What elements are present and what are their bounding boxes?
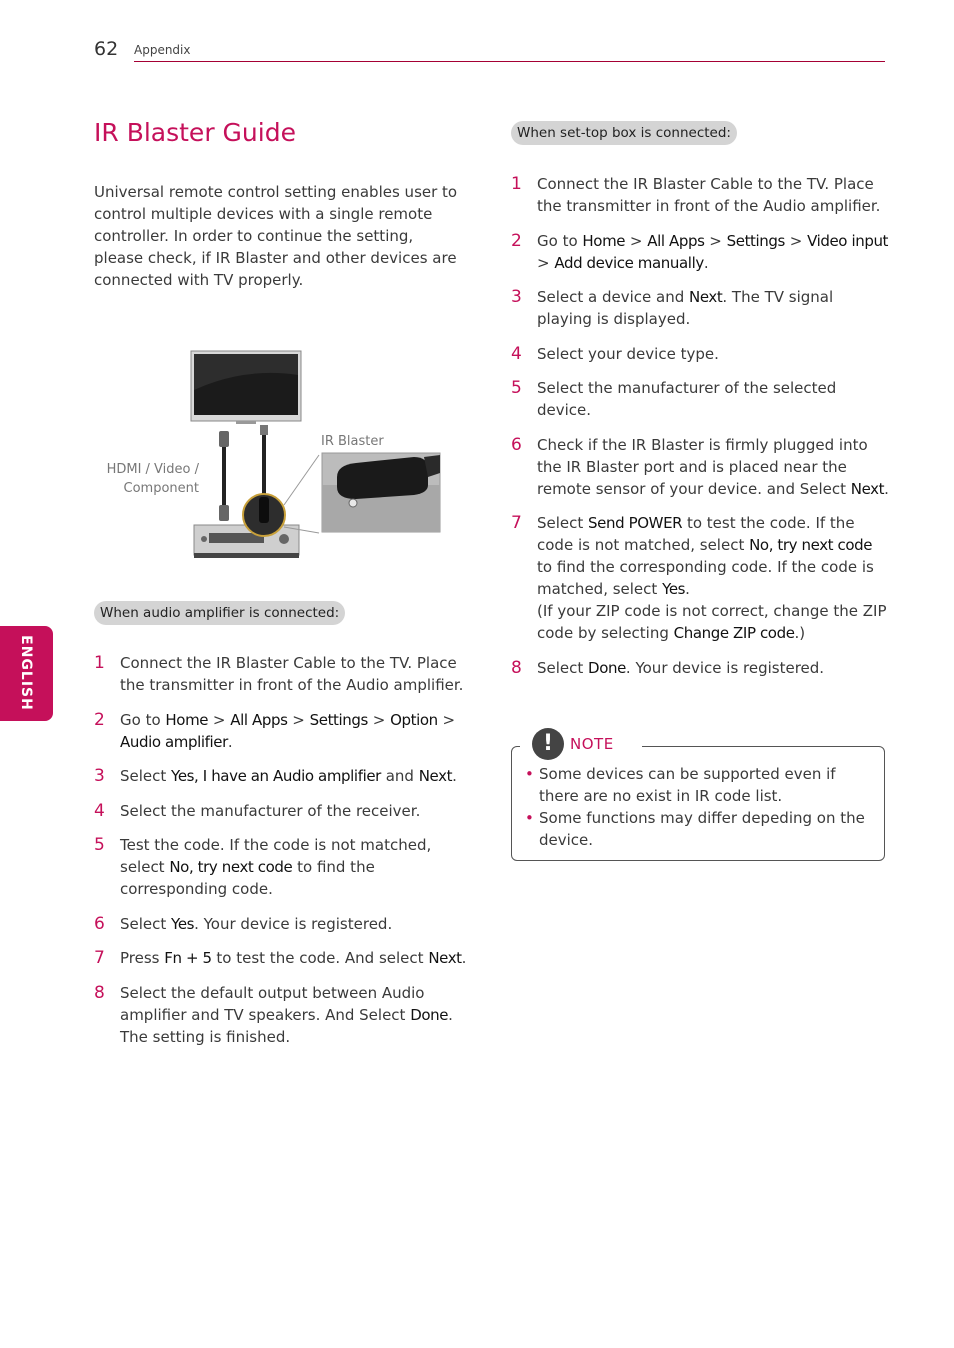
menu-keyword: Done [410, 1005, 449, 1024]
step-text [537, 345, 719, 363]
menu-keyword: Change ZIP code [673, 624, 795, 642]
step-number: 6 [511, 434, 522, 455]
note-list [525, 763, 875, 851]
step-text [537, 379, 836, 419]
step-item [511, 343, 889, 365]
audio-steps-list [94, 652, 474, 1060]
step-number: 3 [511, 287, 522, 307]
header-rule [134, 61, 885, 62]
step-text [120, 711, 455, 751]
step-number: 3 [94, 766, 105, 786]
menu-keyword: Option [390, 710, 438, 729]
step-text [537, 288, 833, 328]
bullet-icon: • [525, 809, 534, 827]
step-number: 7 [511, 513, 522, 533]
step-item [511, 657, 889, 679]
step-text-fragment: Select the default output between Audio amplifier and TV speakers. And Select [120, 983, 425, 1024]
step-text-fragment: to test the code. And select [211, 949, 429, 967]
step-text-fragment: Test the code. If the code is not matched, select [120, 836, 432, 876]
menu-keyword: Video input [807, 231, 889, 250]
step-text [120, 802, 420, 820]
menu-keyword: Next [689, 288, 723, 306]
step-text-fragment: > [625, 231, 648, 250]
step-text [537, 514, 887, 642]
step-item [511, 230, 889, 274]
step-number: 6 [94, 913, 105, 934]
amplifier-icon [194, 525, 299, 558]
note-header [520, 728, 642, 760]
menu-keyword: Next [418, 767, 453, 785]
step-text [537, 659, 824, 677]
step-item [511, 286, 889, 330]
label-ir-blaster: IR Blaster [321, 434, 384, 449]
step-item [94, 947, 474, 969]
menu-keyword: Home [582, 231, 626, 250]
step-text-fragment: Select [537, 514, 589, 532]
step-item [511, 434, 889, 500]
step-text-fragment: (If your ZIP code is not correct, change the ZIP code by selecting [537, 602, 887, 642]
step-text-fragment: Check if the IR Blaster is firmly plugged into the IR Blaster port and is placed near the remote sensor of your device. and Select [537, 435, 868, 498]
label-hdmi-line1: HDMI / Video / [106, 462, 199, 477]
step-text-fragment: . Your device is registered. [194, 914, 393, 933]
step-number: 5 [94, 835, 105, 855]
step-text-fragment: Select [537, 658, 589, 677]
page-number: 62 [94, 38, 119, 60]
step-item [94, 834, 474, 900]
note-title: NOTE [570, 735, 614, 753]
step-text-fragment: Select the manufacturer of the receiver. [120, 801, 421, 820]
tv-icon [191, 351, 301, 424]
settop-steps-list [511, 173, 889, 691]
step-text [537, 232, 888, 272]
step-text [120, 767, 457, 785]
step-text-fragment: . [452, 767, 457, 785]
step-text-fragment: Connect the IR Blaster Cable to the TV. Place the transmitter in front of the Audio amplifier. [537, 175, 881, 215]
step-text-fragment: . [685, 580, 690, 598]
step-item [94, 652, 474, 696]
step-text-fragment: > [367, 710, 391, 729]
step-text-fragment: Press [120, 949, 165, 967]
step-text-fragment: Go to [537, 231, 583, 250]
menu-keyword: Next [428, 949, 462, 967]
step-text [537, 436, 889, 498]
audio-section-heading: When audio amplifier is connected: [94, 601, 345, 625]
step-item [511, 377, 889, 421]
note-item [525, 763, 875, 807]
menu-keyword: Next [850, 479, 885, 498]
menu-keyword: All Apps [647, 231, 705, 250]
step-item [94, 913, 474, 935]
step-text [537, 175, 880, 215]
step-item [94, 982, 474, 1048]
step-text-fragment: to find the corresponding code. If the code is matched, select [537, 558, 874, 598]
menu-keyword: Settings [726, 231, 785, 250]
intro-paragraph: Universal remote control setting enables user to control multiple devices with a single remote controller. In order to continue the setting, please check, if IR Blaster and other devices are connected with TV properly. [94, 183, 458, 289]
menu-keyword: Done [588, 658, 626, 677]
menu-keyword: No, try next code [169, 858, 293, 876]
step-text-fragment: . [461, 949, 467, 967]
step-text [120, 949, 466, 967]
step-text [120, 915, 392, 933]
step-text-fragment: > [537, 253, 555, 272]
menu-keyword: Audio amplifier [120, 732, 228, 751]
menu-keyword: Yes [171, 914, 195, 933]
step-item [511, 512, 889, 644]
step-text-fragment: .) [794, 624, 806, 642]
step-text [120, 984, 453, 1046]
language-tab-label: ENGLISH [18, 635, 34, 711]
step-number: 2 [511, 230, 522, 251]
menu-keyword: Home [165, 710, 209, 729]
step-item [94, 800, 474, 822]
connection-illustration [94, 345, 454, 565]
step-text-fragment: and [380, 767, 419, 785]
step-number: 2 [94, 709, 105, 730]
page-title: IR Blaster Guide [94, 118, 296, 147]
menu-keyword: All Apps [230, 710, 288, 729]
menu-keyword: No, try next code [749, 536, 873, 554]
menu-keyword: Yes, I have an Audio amplifier [171, 767, 381, 785]
step-number: 8 [94, 982, 105, 1003]
step-number: 4 [511, 343, 522, 364]
step-text-fragment: to test the code. If the code is not matched, select [537, 514, 855, 554]
step-text-fragment: Connect the IR Blaster Cable to the TV. Place the transmitter in front of the Audio amplifier. [120, 654, 464, 694]
step-text-fragment: Select your device type. [537, 344, 719, 363]
exclamation-icon: ! [532, 728, 564, 760]
step-text-fragment: to find the corresponding code. [120, 858, 375, 898]
step-text-fragment: > [208, 710, 231, 729]
step-text-fragment: . Your device is registered. [625, 658, 825, 677]
step-number: 1 [94, 653, 105, 673]
step-text-fragment: . [703, 253, 709, 272]
section-name: Appendix [134, 43, 191, 57]
menu-keyword: Add device manually [554, 253, 704, 272]
step-number: 5 [511, 378, 522, 398]
step-text-fragment: . The TV signal playing is displayed. [537, 288, 834, 328]
menu-keyword: Settings [309, 710, 368, 729]
menu-keyword: Send POWER [588, 514, 683, 532]
step-text-fragment: Select a device and [537, 288, 690, 306]
step-text-fragment: . [884, 479, 889, 498]
step-text [120, 836, 431, 898]
settop-section-heading: When set-top box is connected: [511, 121, 737, 145]
step-number: 4 [94, 800, 105, 821]
bullet-icon: • [525, 765, 534, 783]
step-text-fragment: Select [120, 914, 172, 933]
menu-keyword: Fn + 5 [164, 949, 212, 967]
step-text-fragment: Go to [120, 710, 166, 729]
step-item [94, 765, 474, 787]
step-text-fragment: Select the manufacturer of the selected device. [537, 379, 837, 419]
ir-blaster-highlight-icon [243, 455, 319, 536]
menu-keyword: Yes [662, 580, 686, 598]
step-text [120, 654, 463, 694]
ir-blaster-inset-icon [322, 453, 440, 532]
step-item [94, 709, 474, 753]
note-item-text: Some devices can be supported even if there are no exist in IR code list. [539, 765, 836, 805]
step-text-fragment: > [704, 231, 727, 250]
step-text-fragment: . [227, 732, 233, 751]
step-item [511, 173, 889, 217]
label-hdmi-line2: Component [123, 481, 199, 496]
step-text-fragment: > [784, 231, 808, 250]
note-item-text: Some functions may differ depeding on the device. [539, 809, 865, 849]
step-number: 7 [94, 948, 105, 968]
step-text-fragment: > [437, 710, 456, 729]
note-item [525, 807, 875, 851]
step-number: 8 [511, 657, 522, 678]
step-text-fragment: . The setting is finished. [120, 1005, 453, 1046]
language-tab [0, 626, 53, 721]
step-text-fragment: > [287, 710, 310, 729]
step-number: 1 [511, 174, 522, 194]
step-text-fragment: Select [120, 767, 172, 785]
